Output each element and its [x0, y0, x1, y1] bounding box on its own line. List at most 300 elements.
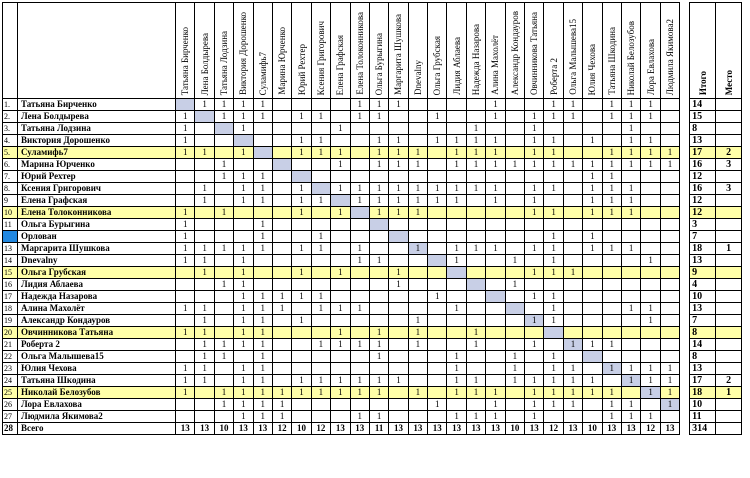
score-cell: 1 — [466, 375, 485, 387]
score-cell: 1 — [292, 291, 311, 303]
score-cell: 1 — [195, 99, 214, 111]
row-name: Татьяна Шкодина — [18, 375, 176, 387]
score-cell: 1 — [563, 375, 582, 387]
score-cell: 1 — [292, 111, 311, 123]
score-cell — [428, 255, 447, 267]
score-cell: 1 — [389, 147, 408, 159]
score-cell: 1 — [544, 375, 563, 387]
score-cell: 1 — [234, 399, 253, 411]
score-cell — [389, 363, 408, 375]
score-cell — [641, 339, 660, 351]
gap-cell — [680, 423, 690, 435]
row-place — [716, 219, 742, 231]
row-number: 19 — [3, 315, 18, 327]
score-cell: 1 — [311, 387, 330, 399]
column-header — [641, 3, 660, 99]
row-place — [716, 303, 742, 315]
score-cell — [447, 111, 466, 123]
score-cell: 1 — [331, 159, 350, 171]
score-cell — [195, 399, 214, 411]
ratings-table — [2, 2, 742, 435]
score-cell — [525, 99, 544, 111]
gap-cell — [680, 183, 690, 195]
score-cell: 1 — [486, 183, 505, 195]
score-cell: 1 — [505, 279, 524, 291]
row-total: 9 — [690, 267, 716, 279]
row-number: 24 — [3, 375, 18, 387]
row-name: Роберта 2 — [18, 339, 176, 351]
score-cell — [466, 219, 485, 231]
score-cell — [311, 99, 330, 111]
score-cell: 1 — [447, 135, 466, 147]
score-cell — [272, 315, 291, 327]
sum-cell: 10 — [214, 423, 233, 435]
score-cell — [583, 219, 602, 231]
score-cell — [214, 375, 233, 387]
score-cell: 1 — [447, 255, 466, 267]
score-cell — [195, 411, 214, 423]
gap-cell — [680, 375, 690, 387]
score-cell — [389, 303, 408, 315]
score-cell: 1 — [583, 195, 602, 207]
score-cell: 1 — [621, 399, 640, 411]
row-number: 7. — [3, 171, 18, 183]
score-cell — [195, 387, 214, 399]
score-cell — [311, 123, 330, 135]
score-cell: 1 — [466, 159, 485, 171]
score-cell — [563, 219, 582, 231]
row-name: Юлия Чехова — [18, 363, 176, 375]
score-cell — [525, 219, 544, 231]
score-cell: 1 — [660, 399, 679, 411]
score-cell: 1 — [525, 183, 544, 195]
sum-cell: 13 — [447, 423, 466, 435]
score-cell: 1 — [544, 231, 563, 243]
table-row — [3, 219, 742, 231]
row-name: Ксения Григорович — [18, 183, 176, 195]
score-cell — [331, 99, 350, 111]
table-row — [3, 315, 742, 327]
score-cell: 1 — [525, 399, 544, 411]
score-cell — [272, 339, 291, 351]
score-cell — [505, 231, 524, 243]
score-cell — [389, 399, 408, 411]
score-cell: 1 — [234, 327, 253, 339]
score-cell — [621, 339, 640, 351]
row-total: 14 — [690, 339, 716, 351]
score-cell — [331, 111, 350, 123]
score-cell: 1 — [544, 135, 563, 147]
score-cell — [195, 123, 214, 135]
score-cell — [486, 291, 505, 303]
score-cell — [408, 399, 427, 411]
score-cell — [272, 123, 291, 135]
score-cell: 1 — [447, 147, 466, 159]
score-cell — [602, 327, 621, 339]
score-cell — [486, 267, 505, 279]
column-header-label: Лена Болдырева — [199, 32, 210, 95]
score-cell — [195, 279, 214, 291]
table-row — [3, 207, 742, 219]
score-cell — [447, 231, 466, 243]
score-cell: 1 — [621, 363, 640, 375]
score-cell — [660, 219, 679, 231]
score-cell — [660, 231, 679, 243]
score-cell — [176, 291, 195, 303]
score-cell — [486, 351, 505, 363]
score-cell — [621, 315, 640, 327]
score-cell — [447, 399, 466, 411]
score-cell — [369, 267, 388, 279]
row-total: 11 — [690, 411, 716, 423]
sum-cell: 13 — [350, 423, 369, 435]
sum-cell: 13 — [408, 423, 427, 435]
score-cell — [389, 243, 408, 255]
score-cell — [505, 399, 524, 411]
row-total: 17 — [690, 375, 716, 387]
table-row — [3, 303, 742, 315]
score-cell: 1 — [641, 303, 660, 315]
score-cell — [408, 231, 427, 243]
score-cell: 1 — [466, 411, 485, 423]
score-cell: 1 — [311, 375, 330, 387]
score-cell — [408, 135, 427, 147]
score-cell — [214, 123, 233, 135]
score-cell — [563, 303, 582, 315]
score-cell: 1 — [292, 147, 311, 159]
row-total: 13 — [690, 363, 716, 375]
sum-cell: 13 — [234, 423, 253, 435]
score-cell — [331, 363, 350, 375]
table-row — [3, 279, 742, 291]
score-cell: 1 — [195, 147, 214, 159]
score-cell — [660, 339, 679, 351]
column-header — [253, 3, 272, 99]
score-cell: 1 — [331, 123, 350, 135]
row-total: 13 — [690, 135, 716, 147]
score-cell — [447, 99, 466, 111]
score-cell: 1 — [311, 243, 330, 255]
score-cell — [660, 255, 679, 267]
gap-cell — [680, 279, 690, 291]
score-cell — [525, 231, 544, 243]
score-cell — [466, 303, 485, 315]
row-number: 3. — [3, 123, 18, 135]
score-cell: 1 — [369, 339, 388, 351]
score-cell — [292, 351, 311, 363]
score-cell — [214, 315, 233, 327]
score-cell — [176, 99, 195, 111]
score-cell — [602, 219, 621, 231]
score-cell — [292, 123, 311, 135]
score-cell: 1 — [176, 207, 195, 219]
score-cell — [621, 291, 640, 303]
score-cell — [621, 231, 640, 243]
score-cell: 1 — [176, 135, 195, 147]
score-cell — [486, 303, 505, 315]
score-cell: 1 — [428, 135, 447, 147]
row-name: Dnevalny — [18, 255, 176, 267]
score-cell: 1 — [272, 291, 291, 303]
gap-cell — [680, 363, 690, 375]
score-cell — [195, 231, 214, 243]
score-cell: 1 — [563, 387, 582, 399]
score-cell — [214, 231, 233, 243]
row-name: Людмила Якимова2 — [18, 411, 176, 423]
score-cell: 1 — [544, 303, 563, 315]
score-cell — [234, 159, 253, 171]
score-cell — [641, 399, 660, 411]
row-place: 3 — [716, 159, 742, 171]
gap-cell — [680, 231, 690, 243]
score-cell — [292, 255, 311, 267]
column-header — [350, 3, 369, 99]
score-cell: 1 — [486, 135, 505, 147]
score-cell — [486, 327, 505, 339]
score-cell: 1 — [195, 327, 214, 339]
score-cell — [214, 183, 233, 195]
row-number: 25 — [3, 387, 18, 399]
column-header — [428, 3, 447, 99]
score-cell — [272, 159, 291, 171]
score-cell — [272, 147, 291, 159]
table-row — [3, 339, 742, 351]
column-header — [466, 3, 485, 99]
table-row — [3, 231, 742, 243]
score-cell — [466, 267, 485, 279]
sum-cell: 13 — [486, 423, 505, 435]
score-cell — [350, 123, 369, 135]
score-cell: 1 — [292, 207, 311, 219]
score-cell: 1 — [602, 147, 621, 159]
score-cell — [369, 363, 388, 375]
column-header — [602, 3, 621, 99]
row-total: 14 — [690, 99, 716, 111]
score-cell: 1 — [369, 375, 388, 387]
score-cell — [447, 123, 466, 135]
score-cell — [272, 267, 291, 279]
table-row — [3, 291, 742, 303]
score-cell — [253, 255, 272, 267]
score-cell: 1 — [369, 327, 388, 339]
score-cell — [583, 267, 602, 279]
column-header-label: Людмила Якимова2 — [664, 18, 675, 95]
row-number: 14 — [3, 255, 18, 267]
score-cell — [369, 243, 388, 255]
score-cell: 1 — [311, 303, 330, 315]
score-cell: 1 — [466, 183, 485, 195]
score-cell: 1 — [602, 339, 621, 351]
gap-cell — [680, 243, 690, 255]
score-cell: 1 — [331, 375, 350, 387]
score-cell — [195, 207, 214, 219]
row-total: 3 — [690, 219, 716, 231]
score-cell: 1 — [583, 339, 602, 351]
score-cell: 1 — [389, 159, 408, 171]
score-cell: 1 — [253, 99, 272, 111]
score-cell — [408, 303, 427, 315]
score-cell — [292, 327, 311, 339]
score-cell — [272, 135, 291, 147]
score-cell — [466, 195, 485, 207]
sum-row — [3, 423, 742, 435]
score-cell: 1 — [408, 315, 427, 327]
score-cell — [621, 267, 640, 279]
column-header-label: Суламифь7 — [257, 51, 268, 95]
column-header — [583, 3, 602, 99]
row-name: Татьяна Бирченко — [18, 99, 176, 111]
score-cell — [583, 291, 602, 303]
score-cell: 1 — [408, 159, 427, 171]
row-place — [716, 231, 742, 243]
score-cell: 1 — [486, 195, 505, 207]
score-cell — [350, 159, 369, 171]
score-cell: 1 — [466, 339, 485, 351]
row-total: 10 — [690, 399, 716, 411]
row-name: Елена Графская — [18, 195, 176, 207]
sum-cell: 13 — [660, 423, 679, 435]
score-cell — [447, 315, 466, 327]
score-cell — [583, 99, 602, 111]
score-cell: 1 — [583, 207, 602, 219]
score-cell — [350, 171, 369, 183]
row-place — [716, 327, 742, 339]
row-total: 12 — [690, 195, 716, 207]
gap-cell — [680, 303, 690, 315]
score-cell: 1 — [563, 267, 582, 279]
row-total: 7 — [690, 315, 716, 327]
score-cell: 1 — [272, 387, 291, 399]
row-number: 15 — [3, 267, 18, 279]
score-cell: 1 — [602, 195, 621, 207]
score-cell: 1 — [447, 387, 466, 399]
score-cell — [505, 339, 524, 351]
score-cell — [602, 303, 621, 315]
table-row — [3, 183, 742, 195]
score-cell — [428, 363, 447, 375]
score-cell — [505, 111, 524, 123]
score-cell — [466, 315, 485, 327]
score-cell — [214, 411, 233, 423]
sum-cell: 12 — [544, 423, 563, 435]
gap-cell — [680, 267, 690, 279]
score-cell: 1 — [176, 219, 195, 231]
column-header-label: Надежда Назарова — [471, 23, 482, 95]
score-cell — [505, 183, 524, 195]
score-cell — [292, 219, 311, 231]
score-cell: 1 — [621, 375, 640, 387]
score-cell — [350, 279, 369, 291]
score-cell — [389, 351, 408, 363]
score-cell: 1 — [641, 255, 660, 267]
row-number: 26 — [3, 399, 18, 411]
score-cell — [466, 399, 485, 411]
score-cell: 1 — [292, 195, 311, 207]
score-cell: 1 — [292, 315, 311, 327]
score-cell: 1 — [253, 231, 272, 243]
score-cell: 1 — [214, 279, 233, 291]
score-cell — [234, 351, 253, 363]
row-number: 20 — [3, 327, 18, 339]
score-cell — [331, 195, 350, 207]
score-cell — [563, 315, 582, 327]
header-row — [3, 3, 742, 99]
score-cell — [350, 315, 369, 327]
score-cell: 1 — [253, 351, 272, 363]
score-cell — [292, 171, 311, 183]
score-cell — [272, 195, 291, 207]
score-cell — [583, 111, 602, 123]
column-header-label: Овчинникова Татьяна — [529, 11, 540, 95]
score-cell — [234, 219, 253, 231]
score-cell — [253, 159, 272, 171]
score-cell: 1 — [176, 255, 195, 267]
score-cell: 1 — [214, 339, 233, 351]
score-cell — [311, 183, 330, 195]
score-cell — [583, 123, 602, 135]
score-cell — [311, 171, 330, 183]
score-cell — [331, 219, 350, 231]
column-header-label: Ольга Малышева15 — [568, 19, 578, 95]
score-cell — [563, 183, 582, 195]
score-cell — [195, 171, 214, 183]
score-cell — [408, 411, 427, 423]
score-cell: 1 — [660, 375, 679, 387]
column-header — [621, 3, 640, 99]
score-cell: 1 — [331, 147, 350, 159]
row-number: 18 — [3, 303, 18, 315]
score-cell: 1 — [234, 279, 253, 291]
column-header-label: Ольга Бурыгина — [374, 32, 385, 95]
score-cell — [660, 99, 679, 111]
score-cell: 1 — [350, 375, 369, 387]
header-corner-name — [18, 3, 176, 99]
row-place — [716, 279, 742, 291]
row-total: 13 — [690, 303, 716, 315]
score-cell: 1 — [602, 171, 621, 183]
score-cell: 1 — [176, 387, 195, 399]
score-cell: 1 — [466, 147, 485, 159]
score-cell — [428, 267, 447, 279]
score-cell — [660, 291, 679, 303]
score-cell — [389, 339, 408, 351]
score-cell — [311, 315, 330, 327]
row-total: 8 — [690, 123, 716, 135]
row-place: 1 — [716, 243, 742, 255]
score-cell: 1 — [234, 291, 253, 303]
score-cell: 1 — [253, 243, 272, 255]
score-cell — [621, 279, 640, 291]
score-cell — [544, 339, 563, 351]
row-name: Ольга Грубская — [18, 267, 176, 279]
score-cell: 1 — [525, 123, 544, 135]
score-cell — [563, 255, 582, 267]
score-cell — [505, 315, 524, 327]
score-cell: 1 — [234, 99, 253, 111]
score-cell: 1 — [292, 183, 311, 195]
score-cell — [486, 207, 505, 219]
row-name: Виктория Дорошенко — [18, 135, 176, 147]
score-cell — [311, 255, 330, 267]
score-cell: 1 — [583, 135, 602, 147]
column-header — [486, 3, 505, 99]
score-cell — [292, 159, 311, 171]
score-cell: 1 — [621, 147, 640, 159]
score-cell: 1 — [234, 171, 253, 183]
gap-cell — [680, 159, 690, 171]
score-cell: 1 — [544, 111, 563, 123]
row-name: Лена Болдырева — [18, 111, 176, 123]
